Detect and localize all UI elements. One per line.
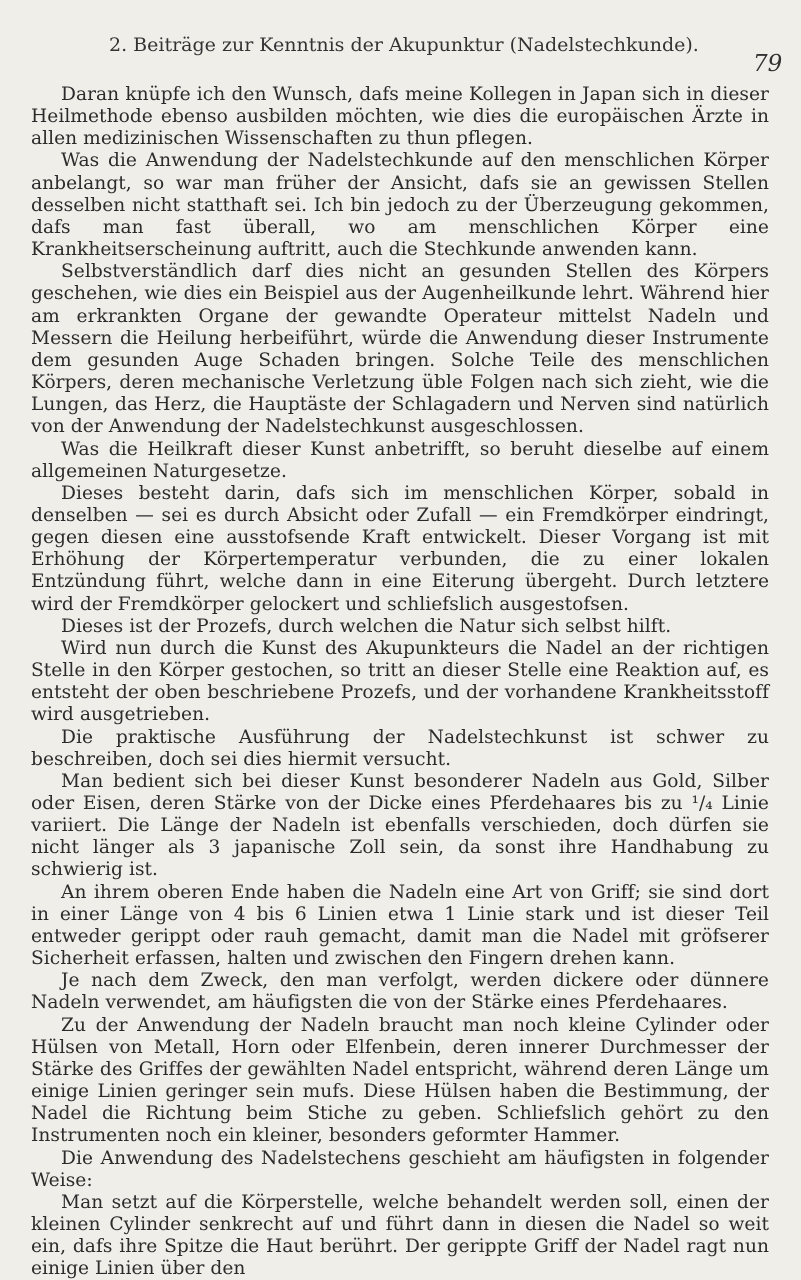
paragraph: Daran knüpfe ich den Wunsch, dafs meine Kollegen in Japan sich in dieser Heilmethode ebenso ausbilden möchten, wie dies die europäischen Ärzte in allen medizinischen Wissenschaften zu thun pflegen. [31,84,769,150]
paragraph: An ihrem oberen Ende haben die Nadeln eine Art von Griff; sie sind dort in einer Länge von 4 bis 6 Linien etwa 1 Linie stark und ist dieser Teil entweder gerippt oder rauh gemacht, damit man die Nadel mit gröfserer Sicherheit erfassen, halten und zwischen den Fingern drehen kann. [31,881,769,970]
paragraph: Dieses besteht darin, dafs sich im menschlichen Körper, sobald in denselben — sei es durch Absicht oder Zufall — ein Fremdkörper eindringt, gegen diesen eine ausstofsende Kraft entwickelt. Dieser Vorgang ist mit Erhöhung der Körpertemperatur verbunden, die zu einer lokalen Entzündung führt, welche dann in eine Eiterung übergeht. Durch letztere wird der Fremdkörper gelockert und schliefslich ausgestofsen. [31,482,769,615]
paragraph: Je nach dem Zweck, den man verfolgt, werden dickere oder dünnere Nadeln verwendet, am häufigsten die von der Stärke eines Pferdehaares. [31,970,769,1014]
paragraph: Was die Heilkraft dieser Kunst anbetrifft, so beruht dieselbe auf einem allgemeinen Naturgesetze. [31,438,769,482]
paragraph: Man bedient sich bei dieser Kunst besonderer Nadeln aus Gold, Silber oder Eisen, deren Stärke von der Dicke eines Pferdehaares bis zu ¹/₄ Linie variiert. Die Länge der Nadeln ist ebenfalls verschieden, doch dürfen sie nicht länger als 3 japanische Zoll sein, da sonst ihre Handhabung zu schwierig ist. [31,770,769,881]
paragraph: Dieses ist der Prozefs, durch welchen die Natur sich selbst hilft. [61,615,672,637]
page-number: 79 [753,51,783,77]
paragraph: Man setzt auf die Körperstelle, welche behandelt werden soll, einen der kleinen Cylinder senkrecht auf und führt dann in diesen die Nadel so weit ein, dafs ihre Spitze die Haut berührt. Der gerippte Griff der Nadel ragt nun einige Linien über den [31,1191,769,1280]
paragraph: Was die Anwendung der Nadelstechkunde auf den menschlichen Körper anbelangt, so war man früher der Ansicht, dafs sie an gewissen Stellen desselben nicht statthaft sei. Ich bin jedoch zu der Überzeugung gekommen, dafs man fast überall, wo am menschlichen Körper eine Krankheitserscheinung auftritt, auch die Stechkunde anwenden kann. [31,150,769,261]
paragraph: Wird nun durch die Kunst des Akupunkteurs die Nadel an der richtigen Stelle in den Körper gestochen, so tritt an dieser Stelle eine Reaktion auf, es entsteht der oben beschriebene Prozefs, und der vorhandene Krankheitsstoff wird ausgetrieben. [31,637,769,726]
paragraph: Selbstverständlich darf dies nicht an gesunden Stellen des Körpers geschehen, wie dies ein Beispiel aus der Augenheilkunde lehrt. Während hier am erkrankten Organe der gewandte Operateur mittelst Nadeln und Messern die Heilung herbeiführt, würde die Anwendung dieser Instrumente dem gesunden Auge Schaden bringen. Solche Teile des menschlichen Körpers, deren mechanische Verletzung üble Folgen nach sich zieht, wie die Lungen, das Herz, die Hauptäste der Schlagadern und Nerven sind natürlich von der Anwendung der Nadelstechkunst ausgeschlossen. [31,261,769,438]
paragraph: Zu der Anwendung der Nadeln braucht man noch kleine Cylinder oder Hülsen von Metall, Horn oder Elfenbein, deren innerer Durchmesser der Stärke des Griffes der gewählten Nadel entspricht, während deren Länge um einige Linien geringer sein mufs. Diese Hülsen haben die Bestimmung, der Nadel die Richtung beim Stiche zu geben. Schliefslich gehört zu den Instrumenten noch ein kleiner, besonders geformter Hammer. [31,1014,769,1147]
body-text [31,84,769,1280]
running-head: 2. Beiträge zur Kenntnis der Akupunktur (Nadelstechkunde). [109,34,699,56]
paragraph: Die praktische Ausführung der Nadelstechkunst ist schwer zu beschreiben, doch sei dies hiermit versucht. [31,726,769,770]
paragraph: Die Anwendung des Nadelstechens geschieht am häufigsten in folgender Weise: [31,1147,769,1191]
